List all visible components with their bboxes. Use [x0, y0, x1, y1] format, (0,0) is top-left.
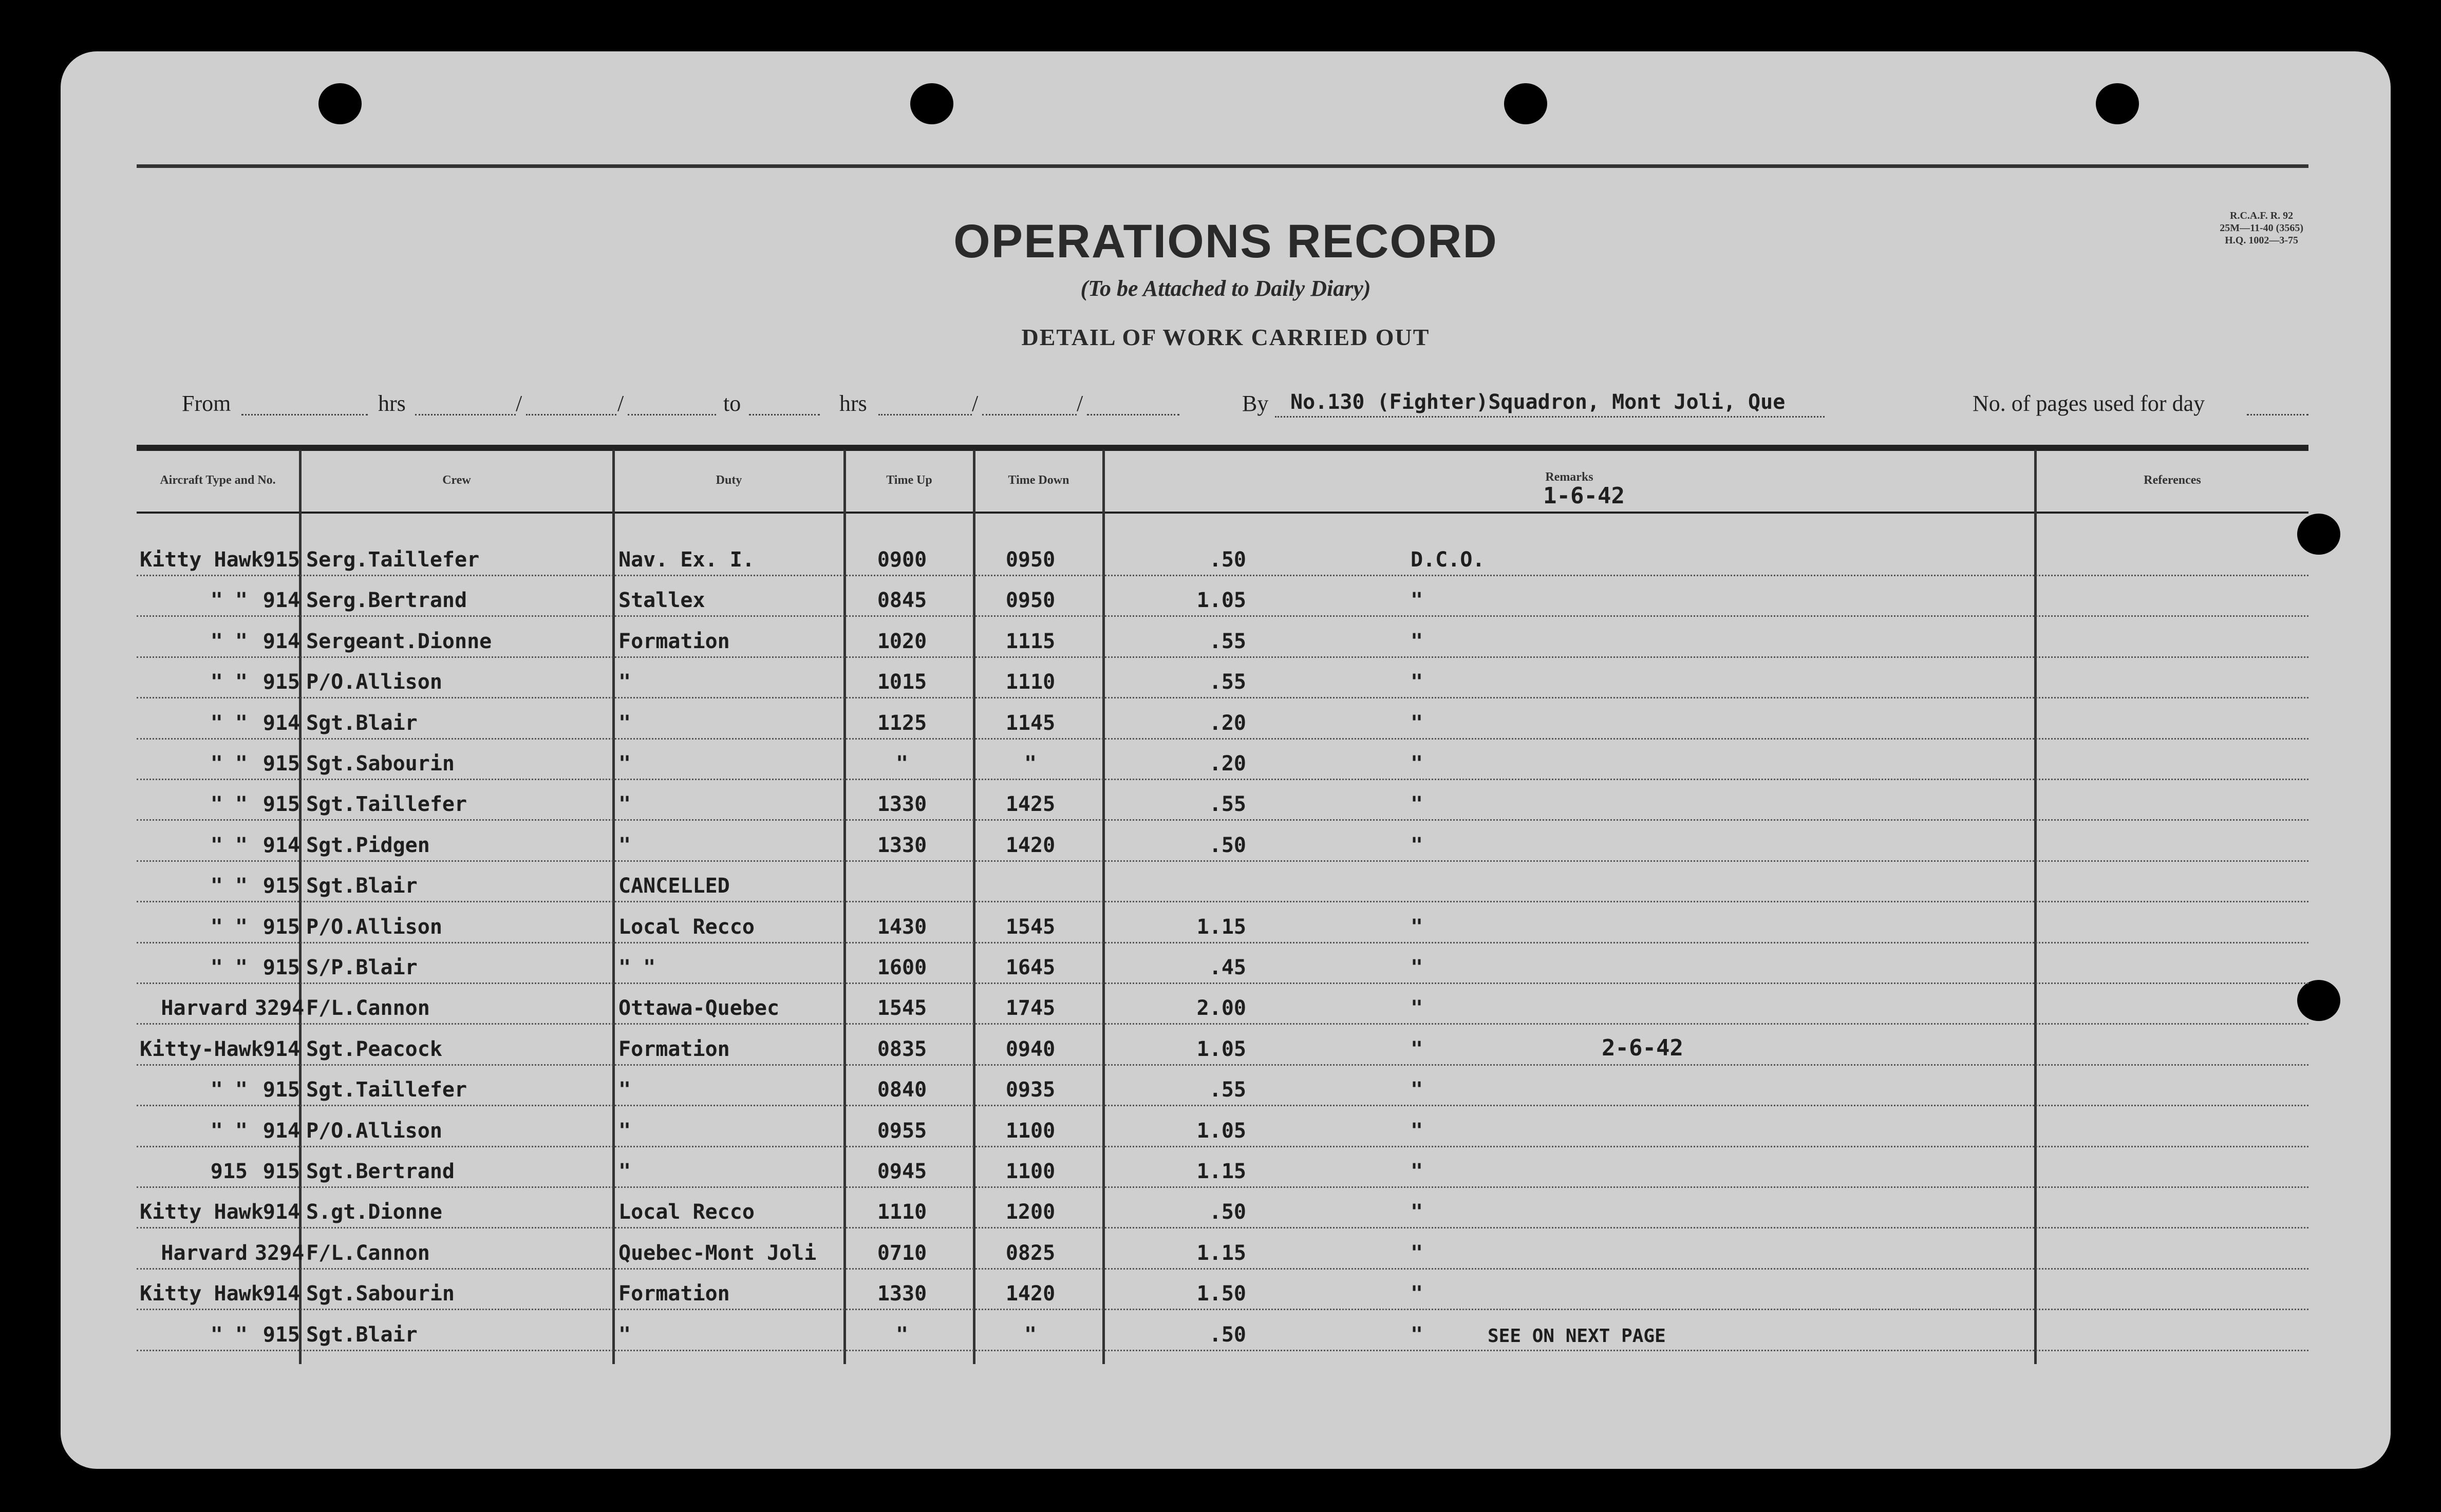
crew-name: F/L.Cannon	[306, 996, 430, 1020]
aircraft-number: 3294	[255, 1241, 305, 1265]
remarks: "	[1411, 711, 1423, 735]
duration: .55	[1209, 792, 1246, 817]
aircraft-number: 914	[262, 833, 300, 857]
duration: .50	[1209, 1200, 1246, 1224]
time-up: 1330	[877, 833, 927, 857]
remarks: "	[1411, 1078, 1423, 1102]
duty: "	[618, 792, 631, 817]
crew-name: Sgt.Blair	[306, 711, 418, 735]
remarks: "	[1411, 589, 1423, 613]
remarks: "	[1411, 915, 1423, 939]
aircraft-type: " "	[210, 956, 248, 979]
time-up: 1125	[877, 711, 927, 735]
aircraft-type: " "	[210, 1322, 248, 1347]
hrs-label-2: hrs	[839, 391, 867, 416]
table-row	[137, 982, 2308, 1025]
time-up: 1110	[877, 1200, 927, 1224]
crew-name: S/P.Blair	[306, 956, 418, 979]
aircraft-number: 914	[262, 629, 300, 653]
remarks: "	[1411, 792, 1423, 817]
duty: " "	[618, 956, 656, 979]
table-row	[137, 738, 2308, 780]
crew-name: Sgt.Peacock	[306, 1037, 442, 1061]
duration: .20	[1209, 711, 1246, 735]
table-row	[137, 901, 2308, 943]
aircraft-type: " "	[210, 1119, 248, 1143]
table-row	[137, 1024, 2308, 1066]
duty: Formation	[618, 1037, 730, 1061]
table-row	[137, 1064, 2308, 1106]
aircraft-type: Harvard	[161, 1241, 248, 1265]
table-row	[137, 942, 2308, 984]
table-header-rule	[137, 512, 2308, 514]
form-code: R.C.A.F. R. 92 25M—11-40 (3565) H.Q. 1002—3-75	[2220, 210, 2303, 246]
remarks: "	[1411, 996, 1423, 1020]
aircraft-number: 915	[262, 670, 300, 694]
time-up: 0710	[877, 1241, 927, 1265]
column-header-aircraft: Aircraft Type and No.	[160, 474, 276, 487]
crew-name: Sgt.Taillefer	[306, 792, 467, 817]
crew-name: P/O.Allison	[306, 915, 442, 939]
aircraft-type: Kitty Hawk	[140, 1282, 264, 1306]
column-header-time-down: Time Down	[1008, 474, 1069, 487]
table-row	[137, 1105, 2308, 1147]
date-2: 2-6-42	[1602, 1034, 1683, 1061]
time-up: 1020	[877, 629, 927, 653]
crew-name: Sgt.Sabourin	[306, 752, 455, 776]
table-row	[137, 1227, 2308, 1270]
period-row: From hrs / / to hrs / / By No.130 (Fighter)Squadron, Mont Joli, Que No. of pages used for day	[61, 390, 2391, 421]
aircraft-type: 915	[210, 1160, 248, 1183]
duration: 2.00	[1196, 996, 1246, 1020]
remarks: "	[1411, 1160, 1423, 1183]
time-down: 1200	[1005, 1200, 1056, 1224]
crew-name: Sgt.Blair	[306, 874, 418, 898]
duty: "	[618, 711, 631, 735]
table-row	[137, 820, 2308, 862]
aircraft-number: 915	[262, 915, 300, 939]
duration: .50	[1209, 548, 1246, 572]
to-label: to	[723, 391, 741, 416]
time-down: 1145	[1005, 711, 1056, 735]
remarks: "	[1411, 1241, 1423, 1265]
aircraft-type: " "	[210, 915, 248, 939]
crew-name: F/L.Cannon	[306, 1241, 430, 1265]
operations-record-card	[61, 51, 2391, 1469]
time-up: 1015	[877, 670, 927, 694]
remarks: "	[1411, 956, 1423, 979]
crew-name: Sergeant.Dionne	[306, 629, 492, 653]
remarks: "	[1411, 752, 1423, 776]
table-row	[137, 1146, 2308, 1188]
aircraft-number: 914	[262, 1119, 300, 1143]
binder-hole	[910, 83, 953, 124]
time-up: 1430	[877, 915, 927, 939]
duty: Formation	[618, 1282, 730, 1306]
form-subtitle: (To be Attached to Daily Diary)	[1080, 276, 1371, 301]
by-label: By	[1242, 391, 1269, 416]
aircraft-number: 915	[262, 792, 300, 817]
duration: 1.15	[1196, 1241, 1246, 1265]
aircraft-type: " "	[210, 1078, 248, 1102]
remarks: D.C.O.	[1411, 548, 1485, 572]
aircraft-number: 914	[262, 1200, 300, 1224]
duration: .50	[1209, 833, 1246, 857]
crew-name: Serg.Taillefer	[306, 548, 480, 572]
time-up: "	[895, 752, 909, 776]
aircraft-type: Kitty Hawk	[140, 548, 264, 572]
duty: "	[618, 1078, 631, 1102]
table-row	[137, 1186, 2308, 1228]
time-up: 1545	[877, 996, 927, 1020]
time-down: 1745	[1005, 996, 1056, 1020]
time-down: 1110	[1005, 670, 1056, 694]
aircraft-type: Harvard	[161, 996, 248, 1020]
form-title: OPERATIONS RECORD	[953, 215, 1498, 268]
table-row	[137, 534, 2308, 576]
time-up: 1330	[877, 792, 927, 817]
duty: "	[618, 1322, 631, 1347]
aircraft-number: 915	[262, 548, 300, 572]
pages-label: No. of pages used for day	[1973, 391, 2205, 416]
aircraft-number: 915	[262, 1160, 300, 1183]
crew-name: S.gt.Dionne	[306, 1200, 442, 1224]
time-up: "	[895, 1322, 909, 1347]
aircraft-type: " "	[210, 711, 248, 735]
aircraft-number: 915	[262, 752, 300, 776]
duty: "	[618, 752, 631, 776]
aircraft-number: 914	[262, 589, 300, 613]
time-down: 1545	[1005, 915, 1056, 939]
aircraft-number: 915	[262, 1078, 300, 1102]
duration: 1.05	[1196, 1037, 1246, 1061]
remarks: "	[1411, 1200, 1423, 1224]
duty: Local Recco	[618, 1200, 755, 1224]
time-down: 1115	[1005, 629, 1056, 653]
duty: "	[618, 833, 631, 857]
duty: Quebec-Mont Joli	[618, 1241, 817, 1265]
hrs-label: hrs	[378, 391, 406, 416]
duty: "	[618, 670, 631, 694]
table-row	[137, 1268, 2308, 1310]
crew-name: Sgt.Sabourin	[306, 1282, 455, 1306]
aircraft-number: 915	[262, 1322, 300, 1347]
duration: .55	[1209, 670, 1246, 694]
continuation-note: SEE ON NEXT PAGE	[1488, 1325, 1666, 1347]
aircraft-type: " "	[210, 670, 248, 694]
table-row	[137, 1309, 2308, 1351]
crew-name: P/O.Allison	[306, 670, 442, 694]
duration: .55	[1209, 1078, 1246, 1102]
time-up: 0835	[877, 1037, 927, 1061]
time-down: "	[1024, 1322, 1037, 1347]
time-up: 1330	[877, 1282, 927, 1306]
binder-hole	[2096, 83, 2139, 124]
crew-name: Sgt.Taillefer	[306, 1078, 467, 1102]
from-label: From	[182, 391, 231, 416]
remarks: "	[1411, 1322, 1423, 1347]
crew-name: Sgt.Blair	[306, 1322, 418, 1347]
time-up: 1600	[877, 956, 927, 979]
duty: Ottawa-Quebec	[618, 996, 780, 1020]
crew-name: P/O.Allison	[306, 1119, 442, 1143]
binder-hole	[318, 83, 362, 124]
time-up: 0840	[877, 1078, 927, 1102]
aircraft-type: " "	[210, 792, 248, 817]
table-row	[137, 616, 2308, 658]
time-down: 1420	[1005, 1282, 1056, 1306]
table-top-rule	[137, 445, 2308, 451]
column-header-time-up: Time Up	[886, 474, 932, 487]
table-row	[137, 656, 2308, 698]
table-row	[137, 779, 2308, 821]
duty: "	[618, 1160, 631, 1183]
aircraft-type: " "	[210, 874, 248, 898]
duty: Nav. Ex. I.	[618, 548, 755, 572]
time-up: 0945	[877, 1160, 927, 1183]
column-header-crew: Crew	[442, 474, 471, 487]
remarks: "	[1411, 1037, 1423, 1061]
date-1: 1-6-42	[1543, 483, 1625, 509]
squadron-name: No.130 (Fighter)Squadron, Mont Joli, Que	[1290, 390, 1786, 414]
aircraft-type: " "	[210, 833, 248, 857]
remarks: "	[1411, 629, 1423, 653]
table-row	[137, 575, 2308, 617]
crew-name: Sgt.Bertrand	[306, 1160, 455, 1183]
column-header-duty: Duty	[716, 474, 742, 487]
aircraft-type: " "	[210, 752, 248, 776]
time-down: 1100	[1005, 1160, 1056, 1183]
time-down: 0950	[1005, 589, 1056, 613]
time-down: 0940	[1005, 1037, 1056, 1061]
aircraft-type: " "	[210, 629, 248, 653]
crew-name: Sgt.Pidgen	[306, 833, 430, 857]
duration: .55	[1209, 629, 1246, 653]
form-heading: DETAIL OF WORK CARRIED OUT	[1021, 324, 1430, 350]
aircraft-number: 914	[262, 1282, 300, 1306]
duration: 1.05	[1196, 589, 1246, 613]
aircraft-type: Kitty Hawk	[140, 1200, 264, 1224]
duty: Formation	[618, 629, 730, 653]
time-up: 0955	[877, 1119, 927, 1143]
remarks: "	[1411, 833, 1423, 857]
duration: 1.15	[1196, 915, 1246, 939]
duration: .20	[1209, 752, 1246, 776]
column-header-references: References	[2144, 474, 2201, 487]
aircraft-number: 915	[262, 956, 300, 979]
aircraft-type: " "	[210, 589, 248, 613]
duty: CANCELLED	[618, 874, 730, 898]
duration: 1.05	[1196, 1119, 1246, 1143]
binder-hole	[1504, 83, 1547, 124]
table-row	[137, 697, 2308, 740]
remarks: "	[1411, 670, 1423, 694]
aircraft-type: Kitty-Hawk	[140, 1037, 264, 1061]
time-down: 0825	[1005, 1241, 1056, 1265]
duty: Stallex	[618, 589, 705, 613]
time-down: 1420	[1005, 833, 1056, 857]
time-up: 0900	[877, 548, 927, 572]
remarks: "	[1411, 1282, 1423, 1306]
column-header-remarks: Remarks	[1545, 470, 1593, 484]
time-down: "	[1024, 752, 1037, 776]
time-down: 0935	[1005, 1078, 1056, 1102]
remarks: "	[1411, 1119, 1423, 1143]
time-down: 1100	[1005, 1119, 1056, 1143]
aircraft-number: 914	[262, 1037, 300, 1061]
duty: "	[618, 1119, 631, 1143]
time-down: 1645	[1005, 956, 1056, 979]
top-rule	[137, 164, 2308, 168]
aircraft-number: 914	[262, 711, 300, 735]
time-up: 0845	[877, 589, 927, 613]
table-row	[137, 860, 2308, 902]
crew-name: Serg.Bertrand	[306, 589, 467, 613]
time-down: 0950	[1005, 548, 1056, 572]
duration: 1.15	[1196, 1160, 1246, 1183]
time-down: 1425	[1005, 792, 1056, 817]
duration: 1.50	[1196, 1282, 1246, 1306]
duration: .50	[1209, 1322, 1246, 1347]
duration: .45	[1209, 956, 1246, 979]
aircraft-number: 3294	[255, 996, 305, 1020]
aircraft-number: 915	[262, 874, 300, 898]
duty: Local Recco	[618, 915, 755, 939]
